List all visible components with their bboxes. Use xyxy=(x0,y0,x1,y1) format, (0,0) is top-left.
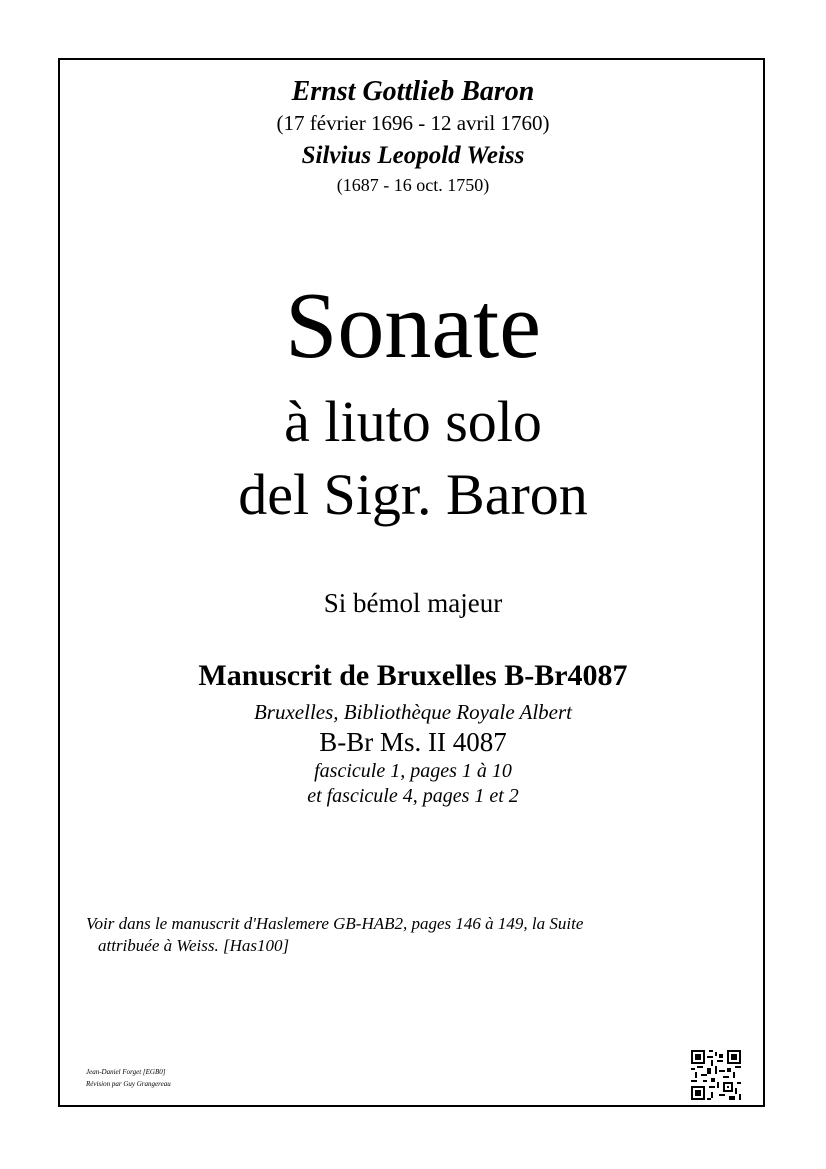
credits-author: Jean-Daniel Forget [EGB0] xyxy=(86,1068,166,1076)
source-note xyxy=(86,913,686,957)
composer-name-2: Silvius Leopold Weiss xyxy=(301,142,525,169)
credits-revision: Révision par Guy Grangereau xyxy=(86,1080,171,1088)
manuscript-reference: B-Br Ms. II 4087 xyxy=(319,727,507,757)
qr-code-icon xyxy=(691,1050,741,1100)
manuscript-fascicule-1: fascicule 1, pages 1 à 10 xyxy=(314,760,512,782)
manuscript-fascicule-2: et fascicule 4, pages 1 et 2 xyxy=(307,785,519,807)
source-note-line-2: attribuée à Weiss. [Has100] xyxy=(98,936,290,955)
key-signature: Si bémol majeur xyxy=(323,588,503,618)
composer-dates-1: (17 février 1696 - 12 avril 1760) xyxy=(276,111,550,135)
manuscript-title: Manuscrit de Bruxelles B-Br4087 xyxy=(198,659,628,692)
source-note-line-1: Voir dans le manuscrit d'Haslemere GB-HAB2, pages 146 à 149, la Suite xyxy=(86,914,584,933)
credits xyxy=(86,1066,171,1090)
title-subtitle-1: à liuto solo xyxy=(284,389,542,454)
manuscript-library: Bruxelles, Bibliothèque Royale Albert xyxy=(253,700,573,724)
page-title: Sonate xyxy=(285,274,541,378)
composer-dates-2: (1687 - 16 oct. 1750) xyxy=(336,175,490,195)
title-subtitle-2: del Sigr. Baron xyxy=(238,462,588,527)
composer-name-1: Ernst Gottlieb Baron xyxy=(291,76,535,107)
